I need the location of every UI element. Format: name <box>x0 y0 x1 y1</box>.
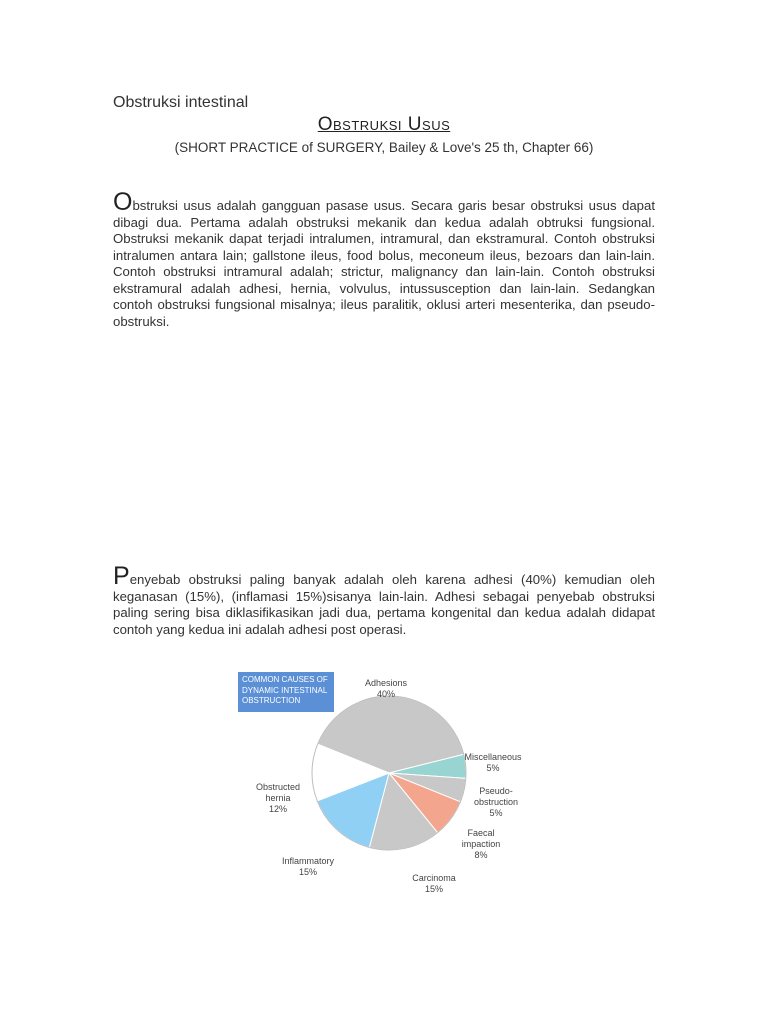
pie-label <box>365 678 408 699</box>
document-subtitle: (SHORT PRACTICE of SURGERY, Bailey & Love's 25 th, Chapter 66) <box>174 140 594 155</box>
pie-category-label: Pseudo- <box>479 786 513 796</box>
pie-category-label: Carcinoma <box>412 873 456 883</box>
paragraph-obstruction-definition <box>113 188 655 330</box>
paragraph-obstruction-causes <box>113 562 655 638</box>
paragraph-text: enyebab obstruksi paling banyak adalah oleh karena adhesi (40%) kemudian oleh keganasan (15%), (inflamasi 15%)sisanya lain-lain. Adhesi sebagai penyebab obstruksi paling sering bisa diklasifikasikan jadi dua, pertama kongenital dan kedua adalah didapat contoh yang kedua ini adalah adhesi post operasi. <box>113 572 655 637</box>
dropcap: P <box>113 562 130 590</box>
chart-title-badge <box>238 672 334 712</box>
section-label: Obstruksi intestinal <box>113 94 249 111</box>
pie-value-label: 15% <box>424 884 444 894</box>
pie-value-label: 5% <box>489 808 503 818</box>
paragraph-text: bstruksi usus adalah gangguan pasase usus. Secara garis besar obstruksi usus dapat dibagi dua. Pertama adalah obstruksi mekanik dan kedua adalah obtruksi fungsional. Obstruksi mekanik dapat terjadi intralumen, intramural, dan ekstramural. Contoh obstruksi intralumen antara lain; gallstone ileus, food bolus, meconeum ileus, bezoars dan lain-lain. Contoh obstruksi intramural adalah; strictur, malignancy dan lain-lain. Contoh obstruksi ekstramural adalah adhesi, hernia, volvulus, intussusception dan lain-lain. Sedangkan contoh obstruksi fungsional misalnya; ileus paralitik, oklusi arteri mesenterika, dan pseudo-obstruksi. <box>113 198 655 329</box>
document-title: Obstruksi Usus <box>317 114 451 135</box>
chart-title-line: DYNAMIC INTESTINAL <box>242 685 328 695</box>
pie-label <box>282 856 335 877</box>
pie-label <box>256 782 300 814</box>
pie-category-label: Obstructed <box>255 782 301 792</box>
pie-category-label: Adhesions <box>364 678 408 688</box>
pie-value-label: 5% <box>486 763 500 773</box>
pie-value-label: 40% <box>376 689 396 699</box>
pie-category-label: hernia <box>265 793 291 803</box>
pie-label <box>462 828 501 860</box>
pie-category-label: Faecal <box>467 828 495 838</box>
dropcap: O <box>113 188 133 216</box>
pie-category-label: Miscellaneous <box>464 752 522 762</box>
pie-label <box>464 752 522 773</box>
pie-label <box>474 786 518 818</box>
pie-value-label: 12% <box>268 804 288 814</box>
pie-category-label: Inflammatory <box>281 856 335 866</box>
pie-category-label: impaction <box>461 839 501 849</box>
chart-title-line: COMMON CAUSES OF <box>242 675 328 684</box>
pie-label <box>412 873 456 894</box>
pie-category-label: obstruction <box>473 797 519 807</box>
pie-value-label: 8% <box>474 850 488 860</box>
pie-value-label: 15% <box>298 867 318 877</box>
chart-title-line: OBSTRUCTION <box>242 696 301 705</box>
